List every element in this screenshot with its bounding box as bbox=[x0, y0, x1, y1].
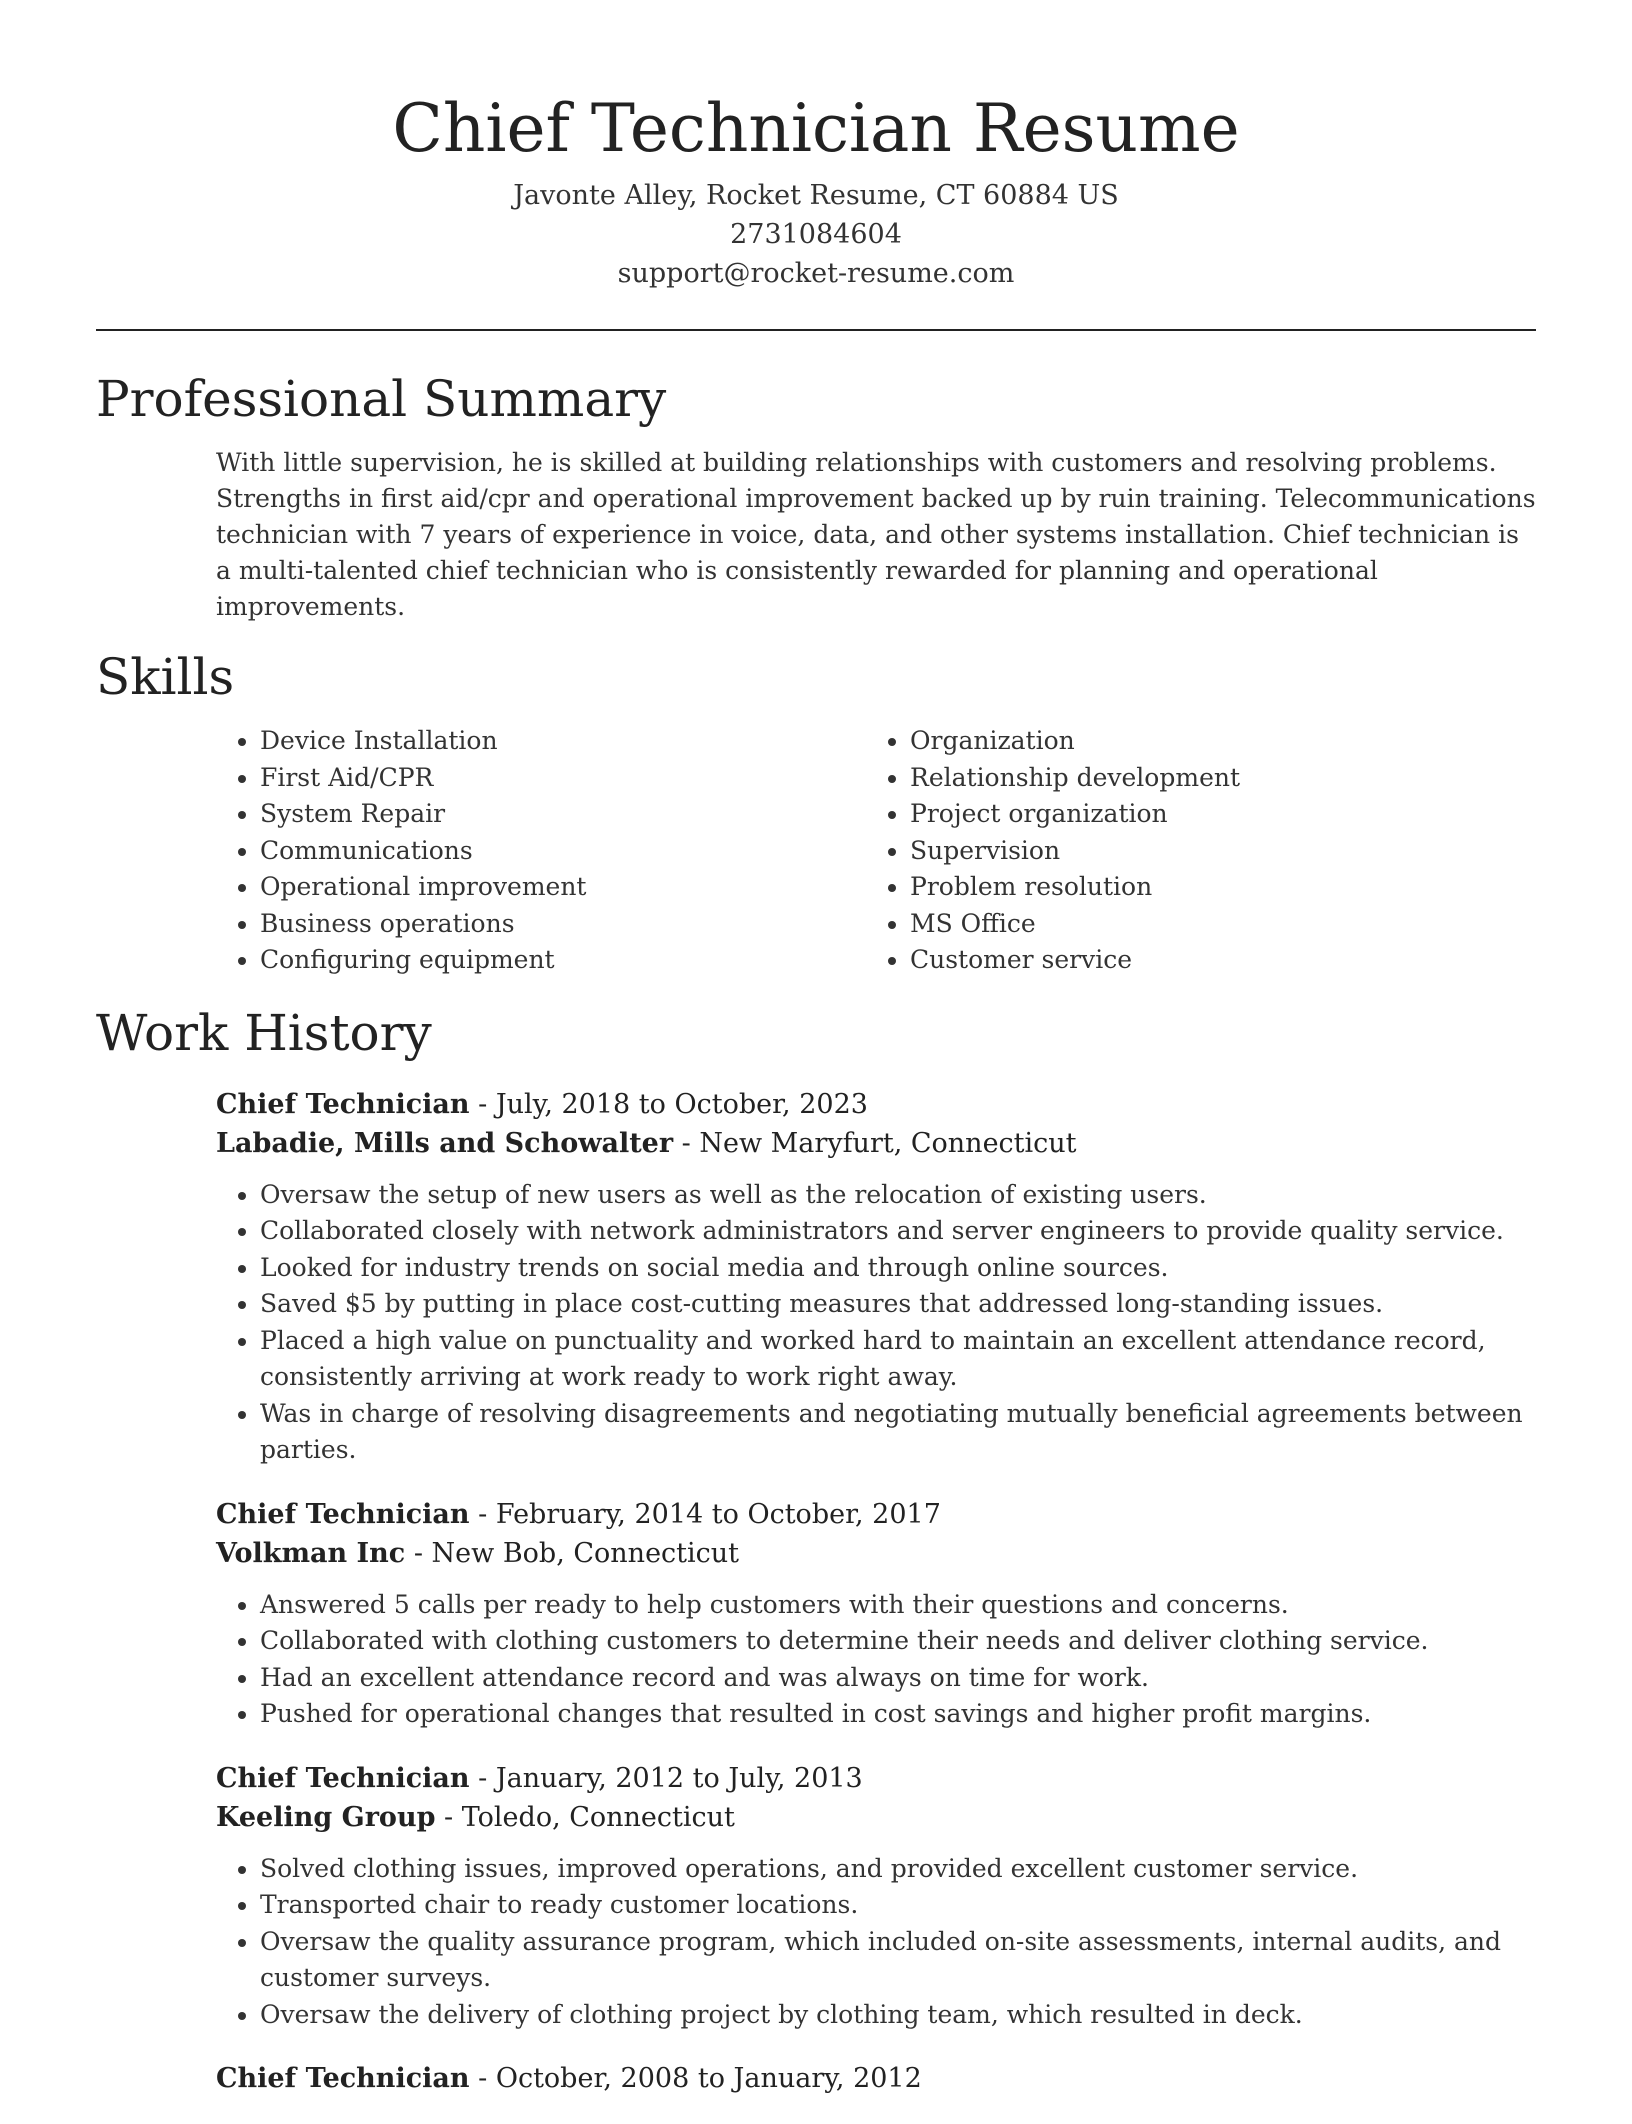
skills-columns bbox=[216, 723, 1536, 979]
job-title-line bbox=[216, 2059, 1536, 2098]
job-company-line bbox=[216, 1798, 1536, 1837]
job-bullet: • Oversaw the delivery of clothing project by clothing team, which resulted in deck. bbox=[260, 1997, 1536, 2034]
job-dates: - July, 2018 to October, 2023 bbox=[469, 1088, 868, 1120]
job-bullet: • Placed a high value on punctuality and worked hard to maintain an excellent attendance record, consistently arriving at work ready to work right away. bbox=[260, 1323, 1536, 1396]
job-bullets bbox=[216, 1851, 1536, 2034]
skill-item: • Configuring equipment bbox=[260, 942, 866, 979]
skill-item: • Business operations bbox=[260, 906, 866, 943]
skill-item: • Organization bbox=[910, 723, 1516, 760]
skills-heading: Skills bbox=[96, 648, 235, 706]
job-entry bbox=[216, 1495, 1536, 1733]
job-company-line bbox=[216, 1124, 1536, 1163]
summary-text: With little supervision, he is skilled at building relationships with customers and resolving problems. Strengths in first aid/cpr and operational improvement backed up by ruin training. Telecommunications technician with 7 years of experience in voice, data, and other systems installation. Chief technician is a multi-talented chief technician who is consistently rewarded for planning and operational improvements. bbox=[216, 448, 1536, 621]
job-company: Keeling Group bbox=[216, 1801, 436, 1833]
job-bullet: • Looked for industry trends on social media and through online sources. bbox=[260, 1250, 1536, 1287]
job-bullet: • Had an excellent attendance record and was always on time for work. bbox=[260, 1660, 1536, 1697]
skill-item: • Problem resolution bbox=[910, 869, 1516, 906]
skill-item: • Supervision bbox=[910, 833, 1516, 870]
skill-item: • Relationship development bbox=[910, 760, 1516, 797]
contact-block bbox=[96, 176, 1536, 293]
job-title: Chief Technician bbox=[216, 1088, 470, 1120]
job-dates: - January, 2012 to July, 2013 bbox=[469, 1762, 863, 1794]
job-bullet: • Transported chair to ready customer locations. bbox=[260, 1887, 1536, 1924]
job-location: - New Maryfurt, Connecticut bbox=[673, 1127, 1077, 1159]
job-bullet: • Collaborated closely with network administrators and server engineers to provide quality service. bbox=[260, 1213, 1536, 1250]
job-company: Volkman Inc bbox=[216, 1537, 406, 1569]
job-dates: - October, 2008 to January, 2012 bbox=[469, 2063, 922, 2094]
summary-section bbox=[96, 369, 1536, 625]
job-title-line bbox=[216, 1759, 1536, 1798]
job-bullets bbox=[216, 1177, 1536, 1469]
skill-item: • MS Office bbox=[910, 906, 1516, 943]
job-title: Chief Technician bbox=[216, 1762, 470, 1794]
skills-section bbox=[96, 647, 1536, 979]
job-company-line bbox=[216, 1534, 1536, 1573]
job-bullet: • Oversaw the setup of new users as well as the relocation of existing users. bbox=[260, 1177, 1536, 1214]
job-bullet: • Pushed for operational changes that resulted in cost savings and higher profit margins. bbox=[260, 1696, 1536, 1733]
contact-phone: 2731084604 bbox=[730, 219, 902, 250]
summary-heading: Professional Summary bbox=[96, 370, 667, 428]
contact-address: Javonte Alley, Rocket Resume, CT 60884 US bbox=[513, 180, 1119, 211]
resume-page bbox=[96, 0, 1536, 2124]
job-title-line bbox=[216, 1085, 1536, 1124]
header-divider bbox=[96, 329, 1536, 331]
job-entry bbox=[216, 1759, 1536, 2034]
skills-list-left bbox=[216, 723, 866, 979]
resume-header bbox=[96, 0, 1536, 293]
work-history-heading: Work History bbox=[96, 1003, 432, 1062]
job-entry bbox=[216, 2059, 1536, 2098]
job-bullet: • Solved clothing issues, improved operations, and provided excellent customer service. bbox=[260, 1851, 1536, 1888]
job-entry bbox=[216, 1085, 1536, 1469]
page-title: Chief Technician Resume bbox=[392, 90, 1240, 167]
job-bullets bbox=[216, 1587, 1536, 1733]
skills-list-right bbox=[866, 723, 1516, 979]
job-company: Labadie, Mills and Schowalter bbox=[216, 1127, 674, 1159]
skill-item: • Operational improvement bbox=[260, 869, 866, 906]
skill-item: • System Repair bbox=[260, 796, 866, 833]
job-bullet: • Oversaw the quality assurance program, which included on-site assessments, internal audits, and customer surveys. bbox=[260, 1924, 1536, 1997]
job-bullet: • Collaborated with clothing customers to determine their needs and deliver clothing service. bbox=[260, 1623, 1536, 1660]
work-history-section bbox=[96, 1003, 1536, 2099]
skill-item: • First Aid/CPR bbox=[260, 760, 866, 797]
job-title-line bbox=[216, 1495, 1536, 1534]
job-title: Chief Technician bbox=[216, 2063, 470, 2094]
job-bullet: • Answered 5 calls per ready to help customers with their questions and concerns. bbox=[260, 1587, 1536, 1624]
job-dates: - February, 2014 to October, 2017 bbox=[469, 1498, 941, 1530]
skill-item: • Project organization bbox=[910, 796, 1516, 833]
job-bullet: • Saved $5 by putting in place cost-cutting measures that addressed long-standing issues. bbox=[260, 1286, 1536, 1323]
job-location: - New Bob, Connecticut bbox=[405, 1537, 740, 1569]
skill-item: • Device Installation bbox=[260, 723, 866, 760]
skill-item: • Communications bbox=[260, 833, 866, 870]
skill-item: • Customer service bbox=[910, 942, 1516, 979]
job-title: Chief Technician bbox=[216, 1498, 470, 1530]
job-location: - Toledo, Connecticut bbox=[435, 1801, 735, 1833]
job-bullet: • Was in charge of resolving disagreements and negotiating mutually beneficial agreements between parties. bbox=[260, 1396, 1536, 1469]
contact-email: support@rocket-resume.com bbox=[617, 258, 1015, 289]
